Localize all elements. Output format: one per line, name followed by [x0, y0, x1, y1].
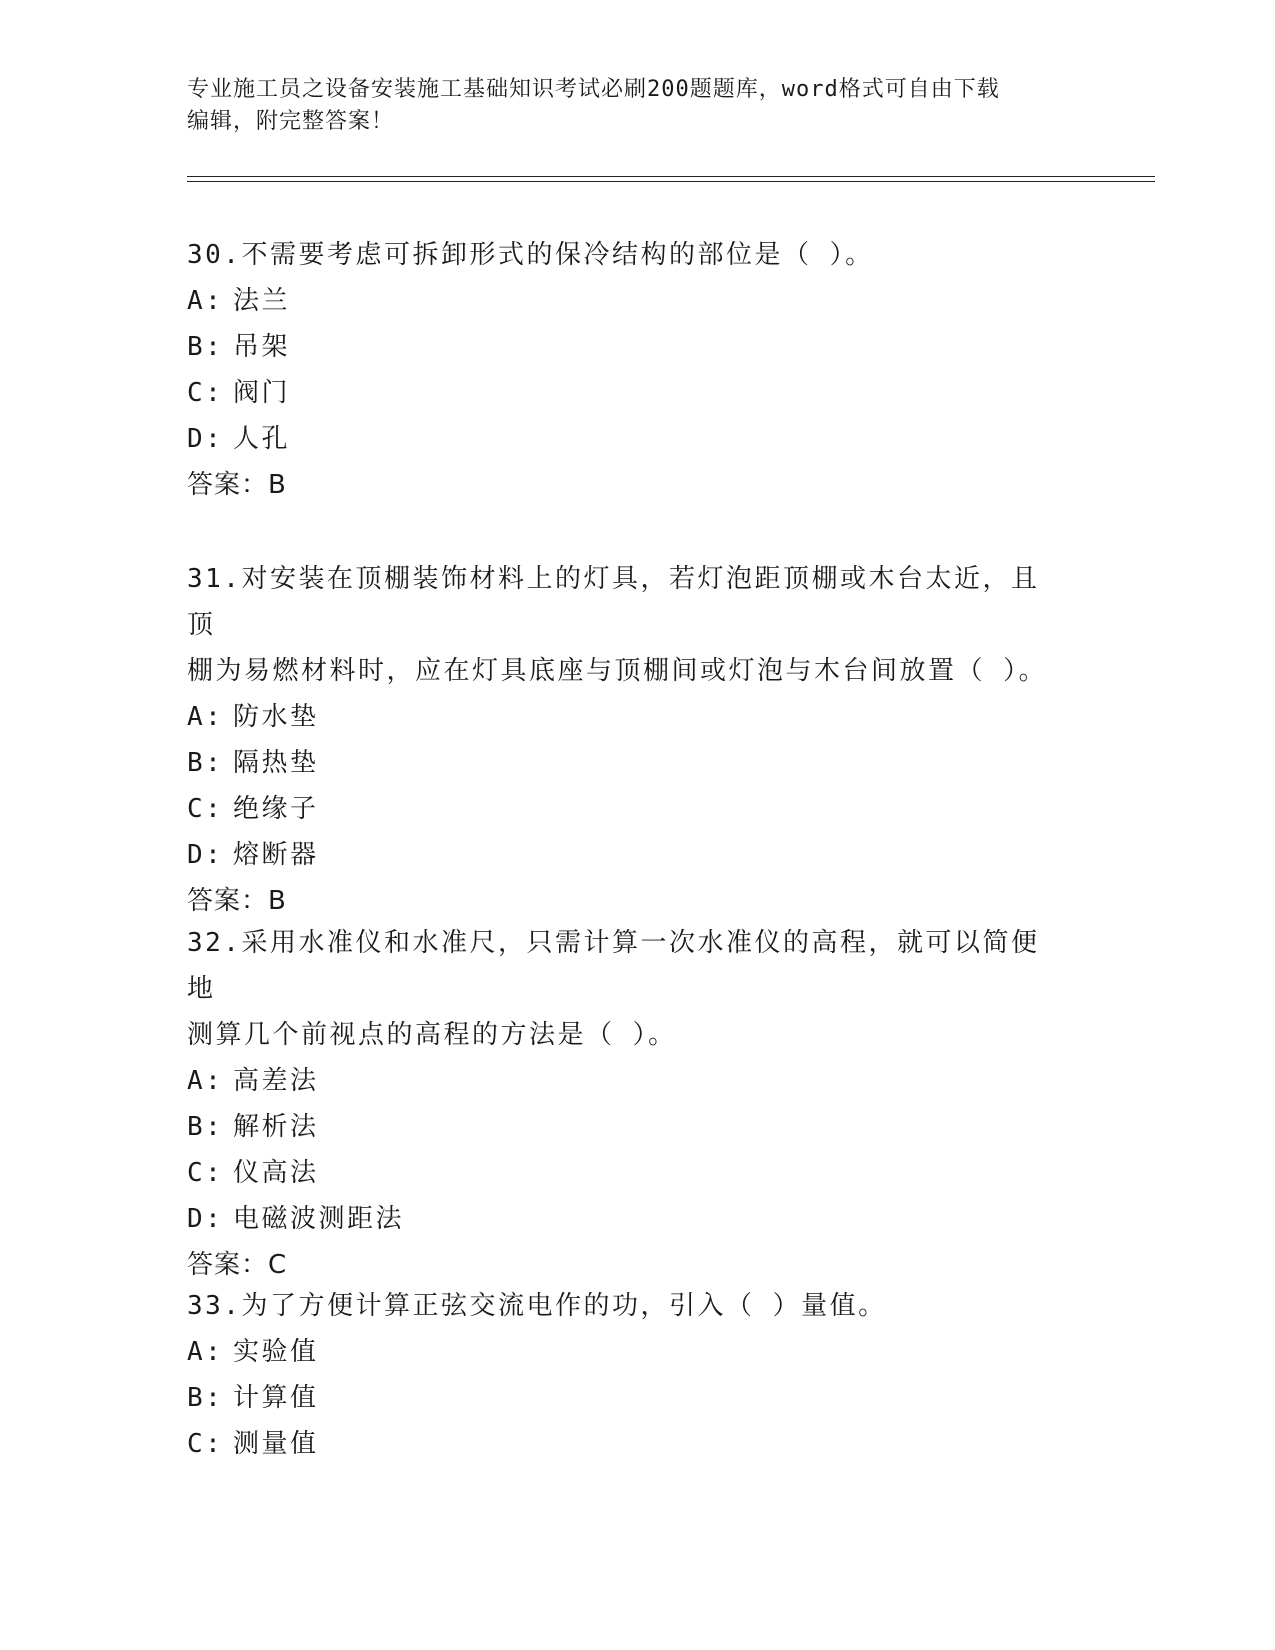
document-header: [187, 74, 1087, 138]
question-32: [187, 920, 1067, 1288]
option-text: 绝缘子: [233, 794, 319, 824]
answer-label: 答案：C: [187, 1250, 288, 1280]
option-letter: B:: [187, 1112, 224, 1142]
option-c: [187, 786, 1067, 832]
option-letter: D:: [187, 1204, 224, 1234]
option-text: 吊架: [233, 332, 291, 362]
option-text: 实验值: [233, 1337, 319, 1367]
header-title-line2: 编辑，附完整答案！: [187, 109, 395, 134]
question-stem: 30.不需要考虑可拆卸形式的保冷结构的部位是（ ）。: [187, 240, 874, 270]
option-a: [187, 1058, 1067, 1104]
option-a: [187, 1329, 1067, 1375]
question-31: [187, 556, 1067, 924]
option-text: 法兰: [233, 286, 291, 316]
question-33: [187, 1283, 1067, 1467]
option-b: [187, 740, 1067, 786]
option-b: [187, 1375, 1067, 1421]
option-b: [187, 1104, 1067, 1150]
option-letter: D:: [187, 840, 224, 870]
question-stem: 33.为了方便计算正弦交流电作的功，引入（ ）量值。: [187, 1291, 887, 1321]
option-text: 熔断器: [233, 840, 319, 870]
option-d: [187, 416, 1067, 462]
option-letter: B:: [187, 1383, 224, 1413]
option-text: 计算值: [233, 1383, 319, 1413]
option-b: [187, 324, 1067, 370]
option-c: [187, 1421, 1067, 1467]
question-30: [187, 232, 1067, 508]
option-c: [187, 1150, 1067, 1196]
question-stem-line2: 棚为易燃材料时，应在灯具底座与顶棚间或灯泡与木台间放置（ ）。: [187, 656, 1048, 686]
answer-label: 答案：B: [187, 470, 287, 500]
header-divider-top: [187, 176, 1155, 177]
option-letter: D:: [187, 424, 224, 454]
option-text: 仪高法: [233, 1158, 319, 1188]
option-letter: B:: [187, 748, 224, 778]
option-a: [187, 694, 1067, 740]
option-text: 防水垫: [233, 702, 319, 732]
option-a: [187, 278, 1067, 324]
question-stem-line1: 31.对安装在顶棚装饰材料上的灯具，若灯泡距顶棚或木台太近，且顶: [187, 564, 1040, 640]
option-letter: A:: [187, 1337, 224, 1367]
option-text: 人孔: [233, 424, 291, 454]
option-text: 高差法: [233, 1066, 319, 1096]
option-text: 解析法: [233, 1112, 319, 1142]
header-title-line1: 专业施工员之设备安装施工基础知识考试必刷200题题库，word格式可自由下载: [187, 77, 1000, 102]
question-stem-line1: 32.采用水准仪和水准尺，只需计算一次水准仪的高程，就可以简便地: [187, 928, 1040, 1004]
option-letter: C:: [187, 1429, 224, 1459]
header-divider-bottom: [187, 181, 1155, 182]
option-letter: B:: [187, 332, 224, 362]
option-text: 阀门: [233, 378, 291, 408]
option-letter: C:: [187, 378, 224, 408]
option-d: [187, 1196, 1067, 1242]
option-text: 测量值: [233, 1429, 319, 1459]
option-d: [187, 832, 1067, 878]
option-letter: C:: [187, 1158, 224, 1188]
option-letter: A:: [187, 702, 224, 732]
option-text: 隔热垫: [233, 748, 319, 778]
answer-label: 答案：B: [187, 886, 287, 916]
option-text: 电磁波测距法: [233, 1204, 405, 1234]
option-letter: A:: [187, 1066, 224, 1096]
question-stem-line2: 测算几个前视点的高程的方法是（ ）。: [187, 1020, 677, 1050]
option-letter: A:: [187, 286, 224, 316]
option-letter: C:: [187, 794, 224, 824]
option-c: [187, 370, 1067, 416]
